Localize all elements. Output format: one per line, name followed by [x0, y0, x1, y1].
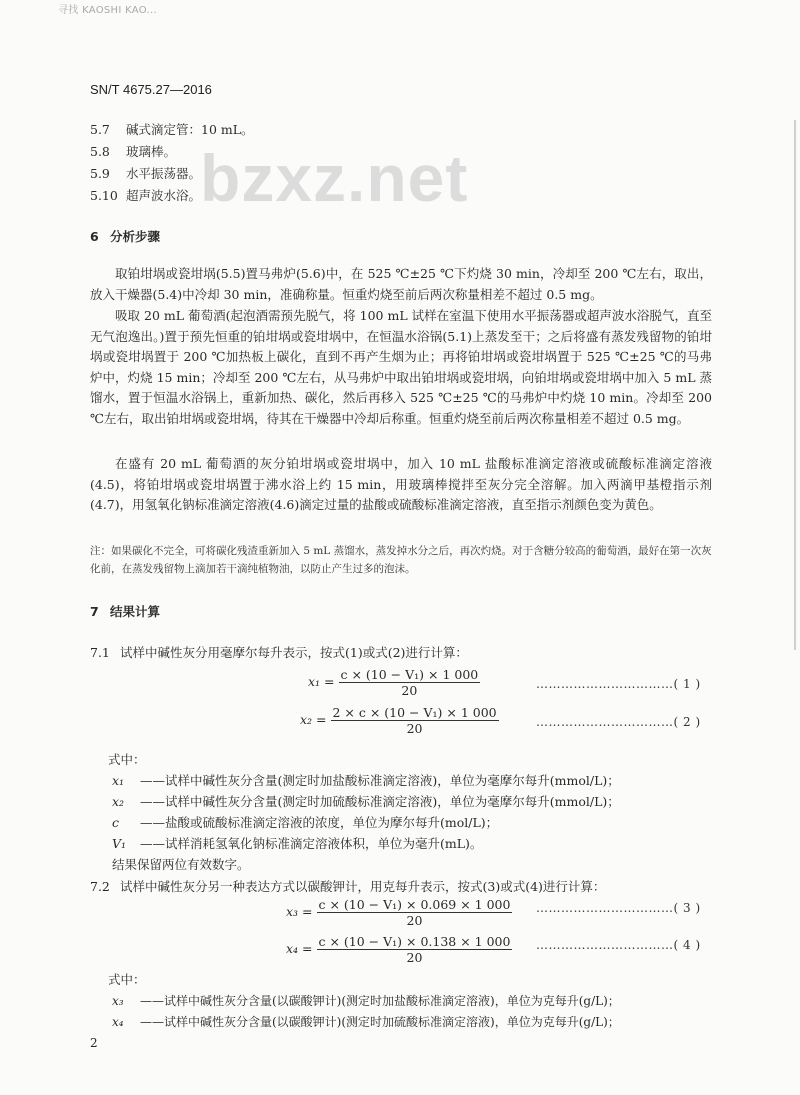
variable-definition: x₄ ——试样中碱性灰分含量(以碳酸钾计)(测定时加硫酸标准滴定溶液)，单位为克每升(g/L)；: [112, 1015, 620, 1029]
where-label: 式中：: [108, 752, 146, 767]
list-item: 5.8 玻璃棒。: [90, 144, 177, 159]
formula-denominator: 20: [401, 683, 418, 698]
variable-definition: x₁ ——试样中碱性灰分含量(测定时加盐酸标准滴定溶液)，单位为毫摩尔每升(mmol/L)；: [112, 773, 620, 788]
formula-numerator: c × (10 − V₁) × 0.069 × 1 000: [318, 897, 511, 912]
top-watermark-text: 寻找 KAOSHI KAO...: [58, 5, 157, 16]
variable-definition: x₃ ——试样中碱性灰分含量(以碳酸钾计)(测定时加盐酸标准滴定溶液)，单位为克每升(g/L)；: [112, 994, 620, 1008]
procedure-paragraph-2: 吸取 20 mL 葡萄酒(起泡酒需预先脱气，将 100 mL 试样在室温下使用水平振荡器或超声波水浴脱气，直至无气泡逸出。)置于预先恒重的铂坩埚或瓷坩埚中，在恒温水浴锅(5.1)上蒸发至干；之后将盛有蒸发残留物的铂坩埚或瓷坩埚置于 200 ℃加热板上碳化，直到不再产生烟为止；再将铂坩埚或瓷坩埚置于 525 ℃±25 ℃的马弗炉中，灼烧 15 min；冷却至 200 ℃左右，从马弗炉中取出铂坩埚或瓷坩埚，向铂坩埚或瓷坩埚中加入 5 mL 蒸馏水，置于恒温水浴锅上，重新加热、碳化，然后再移入 525 ℃±25 ℃的马弗炉中灼烧 10 min。冷却至 200 ℃左右，取出铂坩埚或瓷坩埚，待其在干燥器中冷却后称重。恒重灼烧至前后两次称量相差不超过 0.5 mg。: [90, 308, 712, 426]
page-number: 2: [90, 1036, 98, 1050]
where-label: 式中：: [108, 972, 146, 987]
variable-definition: x₂ ——试样中碱性灰分含量(测定时加硫酸标准滴定溶液)，单位为毫摩尔每升(mmol/L)；: [112, 794, 620, 809]
variable-definition: V₁ ——试样消耗氢氧化钠标准滴定溶液体积，单位为毫升(mL)。: [112, 836, 483, 851]
equation-number: ……………………………( 3 ): [536, 901, 701, 915]
procedure-paragraph-1: 取铂坩埚或瓷坩埚(5.5)置马弗炉(5.6)中，在 525 ℃±25 ℃下灼烧 30 min，冷却至 200 ℃左右，取出，放入干燥器(5.4)中冷却 30 min，准确称量。恒重灼烧至前后两次称量相差不超过 0.5 mg。: [90, 266, 712, 302]
subsection-7-1: 7.1 试样中碱性灰分用毫摩尔每升表示，按式(1)或式(2)进行计算：: [90, 645, 468, 660]
site-watermark: bzxz.net: [200, 141, 469, 215]
formula-4: x₄ = $\frac{\text{c × (10 − V₁) × 0.138 × 1 000}}{20}$: [286, 934, 511, 965]
formula-3: x₃ = $\frac{\text{c × (10 − V₁) × 0.069 × 1 000}}{20}$: [286, 897, 511, 928]
subsection-7-2: 7.2 试样中碱性灰分另一种表达方式以碳酸钾计，用克每升表示，按式(3)或式(4)进行计算：: [90, 879, 606, 894]
formula-denominator: 20: [406, 950, 423, 965]
formula-numerator: c × (10 − V₁) × 1 000: [340, 667, 479, 682]
list-item: 5.9 水平振荡器。: [90, 166, 202, 181]
equation-number: ……………………………( 4 ): [536, 938, 701, 952]
list-item: 5.7 碱式滴定管：10 mL。: [90, 122, 254, 137]
section-7-heading: 7 结果计算: [90, 604, 161, 619]
procedure-paragraph-3: 在盛有 20 mL 葡萄酒的灰分铂坩埚或瓷坩埚中，加入 10 mL 盐酸标准滴定溶液或硫酸标准滴定溶液(4.5)，将铂坩埚或瓷坩埚置于沸水浴上约 15 min，用玻璃棒搅拌至灰分完全溶解。加入两滴甲基橙指示剂(4.7)，用氢氧化钠标准滴定溶液(4.6)滴定过量的盐酸或硫酸标准滴定溶液，直至指示剂颜色变为黄色。: [90, 456, 712, 512]
list-item: 5.10 超声波水浴。: [90, 188, 202, 203]
procedure-note: 注：如果碳化不完全，可将碳化残渣重新加入 5 mL 蒸馏水，蒸发掉水分之后，再次灼烧。对于含糖分较高的葡萄酒，最好在第一次灰化前，在蒸发残留物上滴加若干滴纯植物油，以防止产生过多的泡沫。: [90, 545, 712, 575]
equation-number: ……………………………( 1 ): [536, 677, 701, 691]
variable-definition: c ——盐酸或硫酸标准滴定溶液的浓度，单位为摩尔每升(mol/L)；: [112, 815, 499, 830]
formula-numerator: c × (10 − V₁) × 0.138 × 1 000: [318, 934, 511, 949]
formula-1: x₁ = $\frac{\text{c × (10 − V₁) × 1 000}}{20}$: [308, 667, 479, 698]
formula-2: x₂ = $\frac{\text{2 × c × (10 − V₁) × 1 000}}{20}$: [300, 705, 497, 736]
significant-digits-note: 结果保留两位有效数字。: [112, 857, 250, 872]
formula-numerator: 2 × c × (10 − V₁) × 1 000: [332, 705, 497, 720]
formula-denominator: 20: [406, 913, 423, 928]
standard-code-header: SN/T 4675.27—2016: [90, 82, 212, 97]
equation-number: ……………………………( 2 ): [536, 715, 701, 729]
formula-denominator: 20: [406, 721, 423, 736]
section-6-heading: 6 分析步骤: [90, 229, 161, 244]
scan-edge-line: [794, 120, 796, 650]
